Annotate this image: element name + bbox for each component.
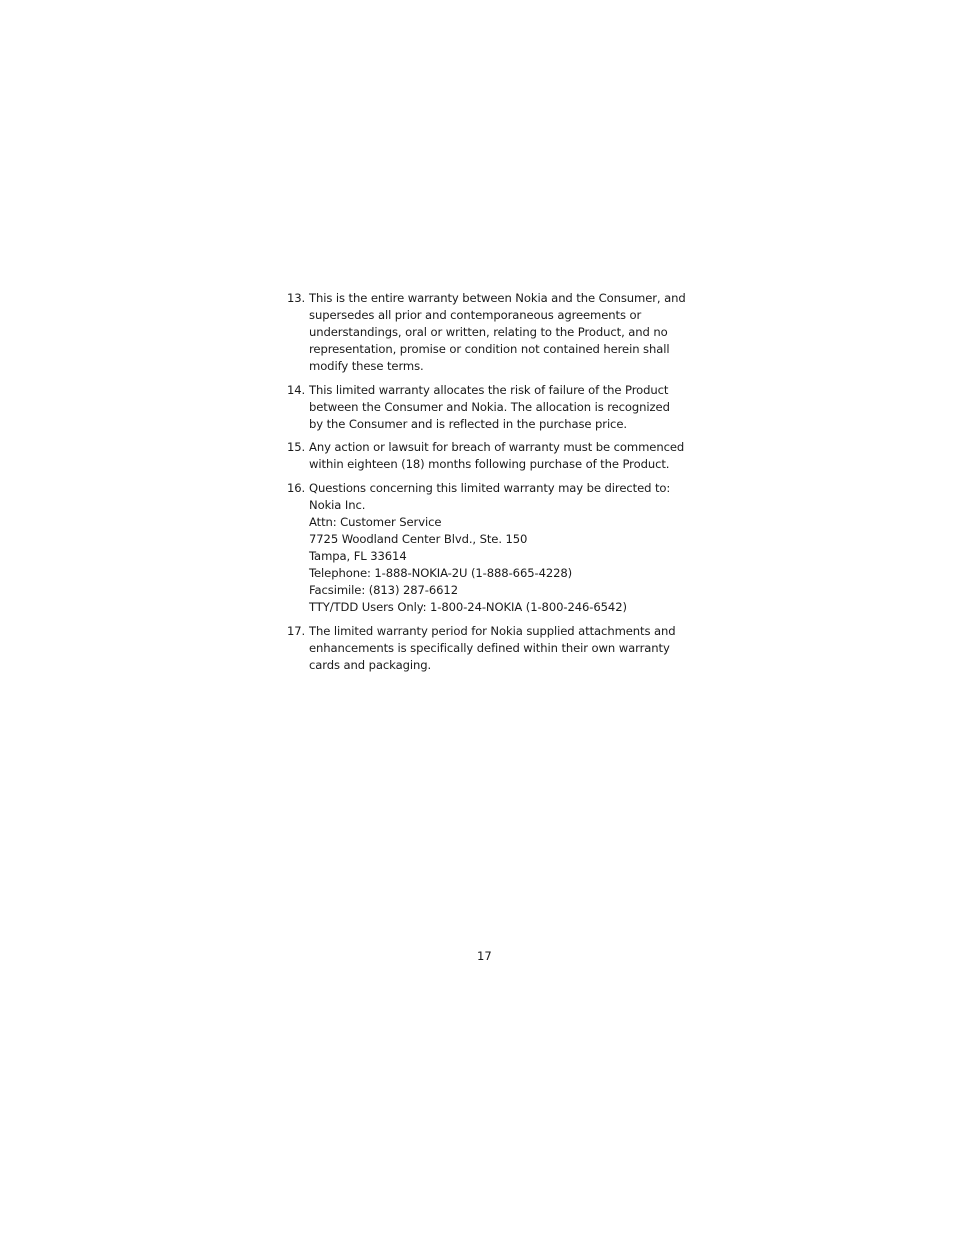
item-number: 13.	[287, 291, 306, 305]
item-text: This limited warranty allocates the risk of failure of the Product between the Consumer and Nokia. The allocation is recognized by the Consumer and is reflected in the purchase price.	[309, 382, 670, 431]
attention-line: Attn: Customer Service	[309, 515, 442, 530]
facsimile-line: Facsimile: (813) 287-6612	[309, 583, 458, 598]
warranty-terms-list	[287, 290, 687, 680]
item-number: 17.	[287, 623, 306, 638]
item-text: The limited warranty period for Nokia supplied attachments and enhancements is specifically defined within their own warranty cards and packaging.	[309, 623, 676, 673]
warranty-term-14	[287, 382, 687, 433]
warranty-term-17	[287, 623, 687, 674]
item-text: Any action or lawsuit for breach of warranty must be commenced within eighteen (18) months following purchase of the Product.	[309, 440, 685, 472]
warranty-term-16	[287, 480, 687, 617]
company-name: Nokia Inc.	[309, 497, 366, 512]
warranty-term-15	[287, 439, 687, 473]
item-text: Questions concerning this limited warranty may be directed to:	[309, 480, 671, 495]
page-number: 17	[477, 949, 492, 963]
item-number: 15.	[287, 440, 306, 455]
street-address: 7725 Woodland Center Blvd., Ste. 150	[309, 532, 528, 547]
city-state-zip: Tampa, FL 33614	[309, 549, 407, 564]
item-text: This is the entire warranty between Nokia and the Consumer, and supersedes all prior and contemporaneous agreements or understandings, oral or written, relating to the Product, and no representation, promise or condition not contained herein shall modify these terms.	[309, 291, 686, 374]
telephone-line: Telephone: 1-888-NOKIA-2U (1-888-665-4228)	[309, 566, 573, 581]
item-number: 16.	[287, 480, 306, 495]
warranty-term-13	[287, 290, 687, 375]
contact-address	[309, 497, 687, 617]
item-number: 14.	[287, 382, 306, 397]
tty-tdd-line: TTY/TDD Users Only: 1-800-24-NOKIA (1-800-246-6542)	[309, 600, 627, 615]
